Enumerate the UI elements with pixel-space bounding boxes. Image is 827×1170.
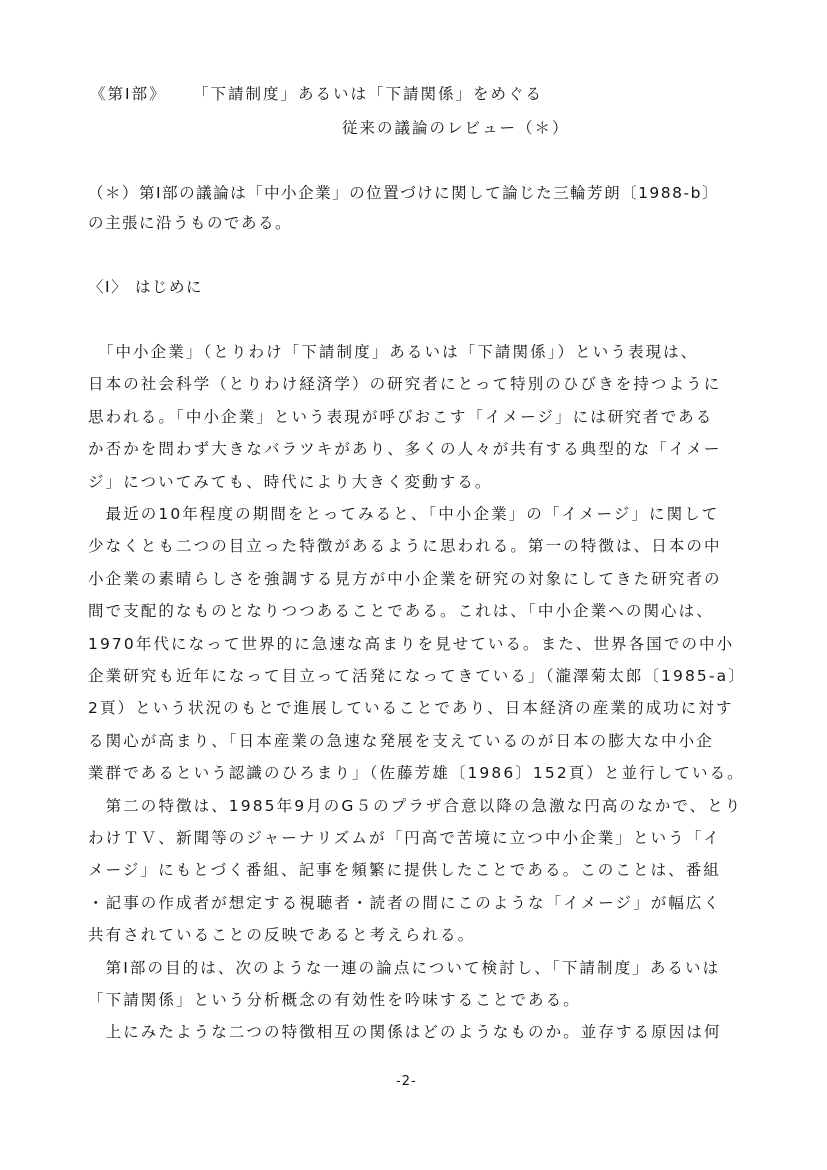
body-line: 小企業の素晴らしさを強調する見方が中小企業を研究の対象にしてきた研究者の: [88, 569, 722, 588]
body-line: 間で支配的なものとなりつつあることである。これは、「中小企業への関心は、: [88, 602, 714, 621]
body-line: 最近の10年程度の期間をとってみると、「中小企業」の「イメージ」に関して: [88, 505, 720, 523]
body-line: 思われる。「中小企業」という表現が呼びおこす「イメージ」には研究者である: [88, 407, 714, 426]
body-line: 「下請関係」という分析概念の有効性を吟味することである。: [88, 991, 581, 1009]
part-subtitle: 従来の議論のレビュー（＊）: [342, 119, 570, 137]
body-line: ジ」についてみても、時代により大きく変動する。: [88, 472, 493, 491]
body-line: 2頁）という状況のもとで進展していることであり、日本経済の産業的成功に対す: [88, 699, 734, 718]
body-line: 共有されていることの反映であると考えられる。: [88, 926, 476, 945]
footnote-line-2: の主張に沿うものである。: [88, 214, 293, 232]
body-line: ・記事の作成者が想定する視聴者・読者の間にこのような「イメージ」が幅広く: [88, 893, 722, 912]
part-label: 《第I部》: [90, 85, 167, 103]
part-title: 「下請制度」あるいは「下請関係」をめぐる: [193, 85, 544, 103]
body-line: か否かを問わず大きなバラツキがあり、多くの人々が共有する典型的な「イメー: [88, 440, 722, 459]
body-line: 第二の特徴は、1985年9月のG５のプラザ合意以降の急激な円高のなかで、とり: [88, 796, 743, 815]
body-line: 第I部の目的は、次のような一連の論点について検討し、「下請制度」あるいは: [88, 958, 721, 977]
body-line: わけＴＶ、新聞等のジャーナリズムが「円高で苦境に立つ中小企業」という「イ: [88, 829, 721, 847]
section-number: 〈I〉: [88, 278, 129, 296]
body-line: 業群であるという認識のひろまり」（佐藤芳雄〔1986〕152頁）と並行している。: [88, 764, 745, 783]
body-line: 少なくとも二つの目立った特徴があるように思われる。第一の特徴は、日本の中: [88, 537, 722, 556]
footnote-line-1: （＊）第I部の議論は「中小企業」の位置づけに関して論じた三輪芳朗〔1988-b〕: [88, 184, 719, 202]
body-line: 「中小企業」（とりわけ「下請制度」あるいは「下請関係」）という表現は、: [88, 343, 699, 361]
section-title: はじめに: [135, 278, 204, 296]
body-line: 日本の社会科学（とりわけ経済学）の研究者にとって特別のひびきを持つように: [88, 375, 722, 394]
page-number: -2-: [396, 1074, 417, 1089]
body-line: 企業研究も近年になって目立って活発になってきている」（瀧澤菊太郎〔1985-a〕: [88, 667, 746, 685]
body-line: 1970年代になって世界的に急速な高まりを見せている。また、世界各国での中小: [88, 634, 735, 653]
body-line: 上にみたような二つの特徴相互の関係はどのようなものか。並存する原因は何: [88, 1023, 722, 1042]
body-line: メージ」にもとづく番組、記事を頻繁に提供したことである。このことは、番組: [88, 861, 721, 880]
body-line: る関心が高まり、「日本産業の急速な発展を支えているのが日本の膨大な中小企: [88, 731, 714, 750]
